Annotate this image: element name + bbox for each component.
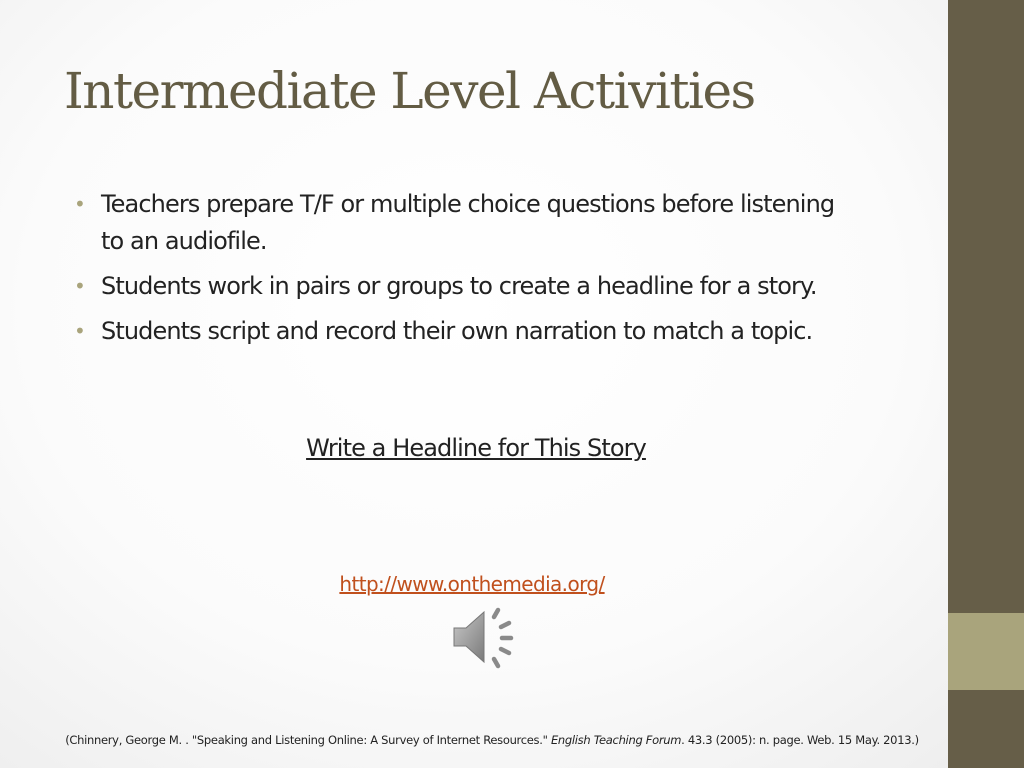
bullet-text: Teachers prepare T/F or multiple choice questions before listening to an audiofile. (101, 190, 835, 255)
bullet-dot-icon: • (74, 274, 85, 298)
slide-title: Intermediate Level Activities (64, 62, 755, 120)
sidebar-accent-block (948, 613, 1024, 690)
bullet-item (74, 268, 844, 305)
bullet-text: Students script and record their own narration to match a topic. (101, 317, 813, 345)
citation (0, 733, 984, 747)
citation-journal: English Teaching Forum (550, 733, 682, 747)
bullet-text: Students work in pairs or groups to create a headline for a story. (101, 272, 817, 300)
speaker-icon[interactable] (450, 604, 522, 670)
citation-text-end: . 43.3 (2005): n. page. Web. 15 May. 2013.) (681, 733, 919, 747)
bullet-item (74, 313, 844, 350)
bullet-list (74, 186, 844, 358)
headline-story-link[interactable]: Write a Headline for This Story (306, 434, 646, 462)
bullet-dot-icon: • (74, 192, 85, 216)
citation-text: (Chinnery, George M. . "Speaking and Listening Online: A Survey of Internet Resources." (65, 733, 551, 747)
onthemedia-link[interactable]: http://www.onthemedia.org/ (339, 572, 605, 596)
bullet-dot-icon: • (74, 319, 85, 343)
bullet-item (74, 186, 844, 260)
